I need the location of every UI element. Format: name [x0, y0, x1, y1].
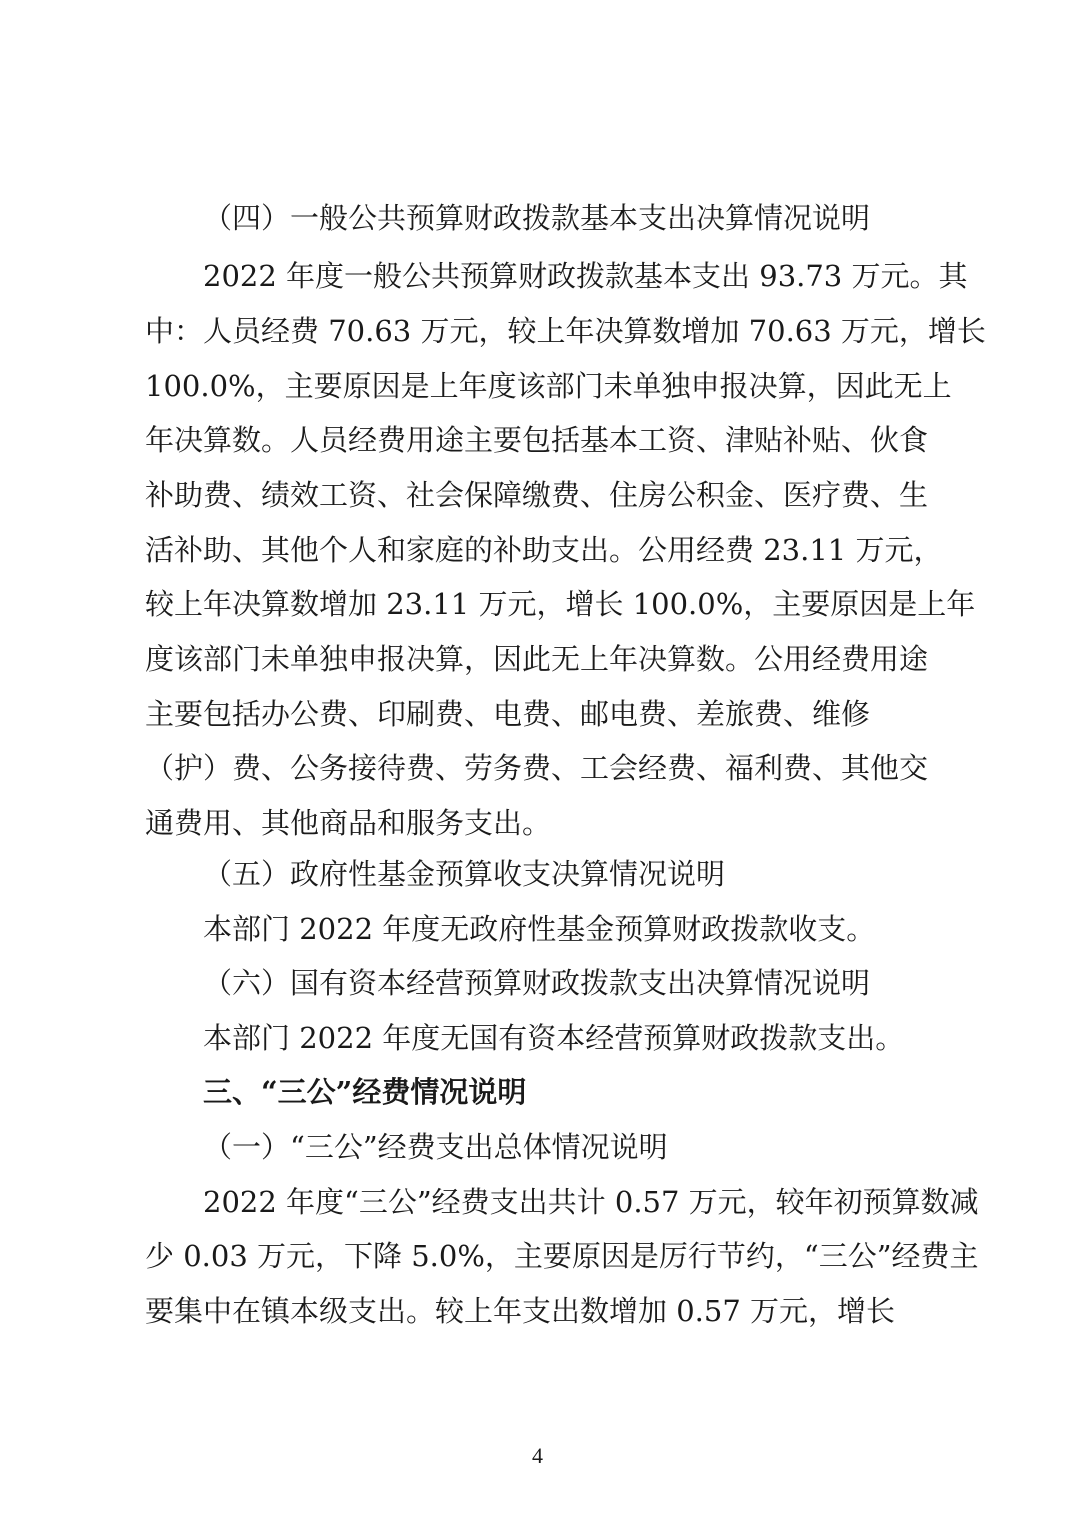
part-3-paragraph-line: 2022 年度“三公”经费支出共计 0.57 万元，较年初预算数减	[203, 1185, 979, 1219]
section-4-paragraph-line: 2022 年度一般公共预算财政拨款基本支出 93.73 万元。其	[203, 259, 968, 293]
section-4-paragraph-line: 度该部门未单独申报决算，因此无上年决算数。公用经费用途	[145, 642, 929, 676]
section-4-paragraph-line: 中：人员经费 70.63 万元，较上年决算数增加 70.63 万元，增长	[145, 314, 986, 348]
part-3-sub-1-heading: （一）“三公”经费支出总体情况说明	[203, 1130, 668, 1164]
section-6-text: 本部门 2022 年度无国有资本经营预算财政拨款支出。	[203, 1021, 905, 1055]
part-3-paragraph-line: 要集中在镇本级支出。较上年支出数增加 0.57 万元，增长	[145, 1294, 896, 1328]
section-4-paragraph-line: 较上年决算数增加 23.11 万元，增长 100.0%，主要原因是上年	[145, 587, 976, 621]
section-5-heading: （五）政府性基金预算收支决算情况说明	[203, 857, 726, 891]
section-5-text: 本部门 2022 年度无政府性基金预算财政拨款收支。	[203, 912, 876, 946]
section-4-paragraph-line: 补助费、绩效工资、社会保障缴费、住房公积金、医疗费、生	[145, 478, 929, 512]
section-4-paragraph-line: 主要包括办公费、印刷费、电费、邮电费、差旅费、维修	[145, 697, 871, 731]
part-3-paragraph-line: 少 0.03 万元，下降 5.0%，主要原因是厉行节约，“三公”经费主	[145, 1239, 979, 1273]
section-6-heading: （六）国有资本经营预算财政拨款支出决算情况说明	[203, 966, 871, 1000]
section-4-paragraph-line: （护）费、公务接待费、劳务费、工会经费、福利费、其他交	[145, 751, 929, 785]
section-4-heading: （四）一般公共预算财政拨款基本支出决算情况说明	[203, 201, 871, 235]
section-4-paragraph-line: 通费用、其他商品和服务支出。	[145, 806, 552, 840]
section-4-paragraph-line: 100.0%，主要原因是上年度该部门未单独申报决算，因此无上	[145, 369, 952, 403]
part-3-heading: 三、“三公”经费情况说明	[203, 1075, 527, 1109]
section-4-paragraph-line: 活补助、其他个人和家庭的补助支出。公用经费 23.11 万元，	[145, 533, 943, 567]
section-4-paragraph-line: 年决算数。人员经费用途主要包括基本工资、津贴补贴、伙食	[145, 423, 929, 457]
page-number: 4	[532, 1443, 543, 1468]
